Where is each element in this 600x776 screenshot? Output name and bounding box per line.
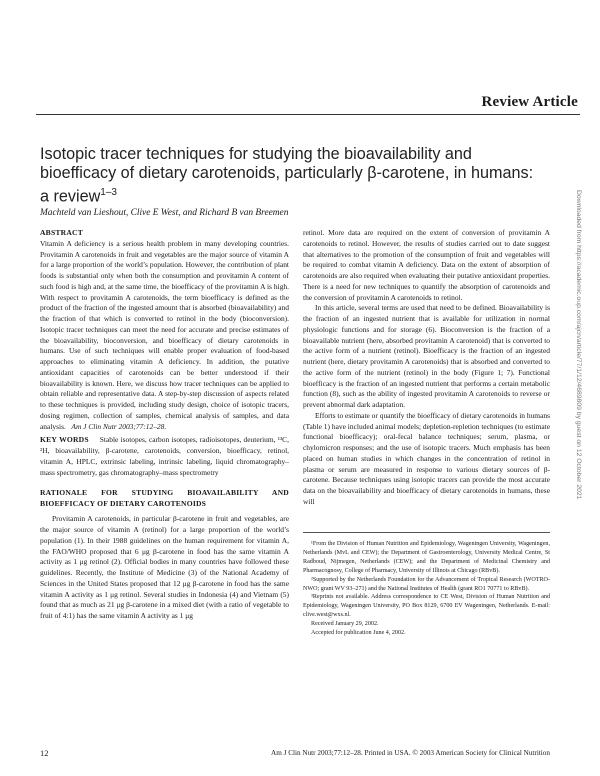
keywords-text: Stable isotopes, carbon isotopes, radioisotopes, deuterium, ¹³C, ²H, bioavailability, β-carotene, carotenoids, conversion, bioefficacy, retinol, vitamin A, HPLC, extrinsic labeling, intrinsic labeling, liquid chromatography–mass spectrometry, gas chromatography–mass spectrometry xyxy=(40,435,289,477)
abstract-heading: ABSTRACT xyxy=(40,228,83,237)
section-heading: RATIONALE FOR STUDYING BIOAVAILABILITY AND BIOEFFICACY OF DIETARY CAROTENOIDS xyxy=(40,488,289,508)
paragraph-1-continued: retinol. More data are required on the extent of conversion of provitamin A carotenoids to retinol. However, the results of studies carried out to date suggest that alternatives to the promotion of the consumption of fruit and vegetables will be required to combat vitamin A deficiency. Data on the extent of absorption of carotenoids are also required when evaluating their putative antioxidant properties. There is a need for new techniques to quantify the absorption of carotenoids and the conversion of provitamin A carotenoids to retinol. xyxy=(303,228,550,302)
footnote-rule xyxy=(303,532,550,533)
abstract-citation: Am J Clin Nutr 2003;77:12–28. xyxy=(71,421,167,431)
article-title xyxy=(40,145,540,206)
abstract xyxy=(40,228,289,432)
download-watermark: Downloaded from https://academic.oup.com/ajcn/article/77/1/12/4689809 by guest on 12 October 2021 xyxy=(575,190,582,500)
title-text: Isotopic tracer techniques for studying the bioavailability and bioefficacy of dietary carotenoids, particularly β-carotene, in humans: a review xyxy=(40,145,534,206)
section-label: Review Article xyxy=(481,94,578,110)
keywords-heading: KEY WORDS xyxy=(40,435,89,445)
page-number: 12 xyxy=(40,748,49,758)
author-list: Machteld van Lieshout, Clive E West, and Richard B van Breemen xyxy=(40,208,289,218)
paragraph-3: Efforts to estimate or quantify the bioefficacy of dietary carotenoids in humans (Table 1) have included animal models; depletion-repletion techniques (to estimate functional bioefficacy); oral-fecal balance techniques; serum, plasma, or chylomicron responses; and the use of isotopic tracers. Much emphasis has been placed on human studies in which changes in the concentration of retinol in plasma or serum are measured in response to various dietary sources of β-carotene. Because techniques using isotopic tracers can provide the most accurate data on the bioavailability and bioefficacy of dietary carotenoids in humans, these will xyxy=(303,410,550,506)
footnote-affiliations: ¹From the Division of Human Nutrition and Epidemiology, Wageningen University, Wageningen, Netherlands (MvL and CEW); the Department of Gastroenterology, University Medical Centre, St Radboud, Nijmegen, Netherlands (CEW); and the Department of Medicinal Chemistry and Pharmacognosy, College of Pharmacy, University of Illinois at Chicago (RBvB). xyxy=(303,541,550,574)
footnote-accepted: Accepted for publication June 4, 2002. xyxy=(311,630,406,637)
right-column xyxy=(303,228,550,508)
left-column xyxy=(40,228,289,622)
footnote-funding: ²Supported by the Netherlands Foundation for the Advancement of Tropical Research (WOTRO-NWO; grant WV 93–271) and the National Institutes of Health (grant RO1 70771 to RBvB). xyxy=(303,576,550,592)
header-rule xyxy=(36,114,580,115)
footnote-correspondence: ³Reprints not available. Address correspondence to CE West, Division of Human Nutrition and Epidemiology, Wageningen University, PO Box 8129, 6700 EV Wageningen, Netherlands. E-mail: clive.west@wxs.nl. xyxy=(303,594,550,619)
keywords xyxy=(40,435,289,478)
abstract-body: Vitamin A deficiency is a serious health problem in many developing countries. Provitamin A carotenoids in fruit and vegetables are the major source of vitamin A for a large proportion of the world’s population. However, the contribution of plant foods is substantial only when both the consumption and provitamin A content of such food is high and, at the same time, the bioefficacy of the provitamin A is high. With respect to provitamin A carotenoids, the term bioefficacy is defined as the product of the fraction of the ingested amount that is absorbed (bioavailability) and the fraction of that which is converted to retinol in the body (bioconversion). Isotopic tracer techniques can meet the need for accurate and precise estimates of the bioavailability, bioconversion, and bioefficacy of dietary carotenoids in humans. Use of such techniques will enable proper evaluation of food-based approaches to eliminating vitamin A deficiency. In addition, the putative antioxidant capacities of carotenoids can be better understood if their bioavailability is known. Here, we discuss how tracer techniques can be applied to obtain reliable and representative data. A step-by-step discussion of aspects related to these techniques is provided, including study design, choice of isotopic tracers, dosing regimen, collection of samples, chemical analysis of samples, and data analysis. xyxy=(40,238,289,431)
paragraph-2: In this article, several terms are used that need to be defined. Bioavailability is the fraction of an ingested nutrient that is available for utilization in normal physiologic functions and for storage (6). Bioconversion is the fraction of a bioavailable nutrient (here, absorbed provitamin A carotenoid) that is converted to the active form of a nutrient (retinol). Bioefficacy is the fraction of an ingested nutrient (here, dietary provitamin A carotenoids) that is absorbed and converted to the active form of the nutrient (retinol) in the body (Figure 1; 7). Functional bioefficacy is the fraction of an ingested nutrient that performs a certain metabolic function (8), such as the ability of ingested provitamin A carotenoids to reverse or prevent abnormal dark adaptation. xyxy=(303,303,550,409)
footnote-received: Received January 29, 2002. xyxy=(311,621,379,628)
paragraph-1: Provitamin A carotenoids, in particular β-carotene in fruit and vegetables, are the major source of vitamin A (retinol) for a large proportion of the world’s population (1). In their 1988 guidelines on the human requirement for vitamin A, the FAO/WHO proposed that 6 μg β-carotene in food has the same vitamin A activity as 1 μg retinol (2). Official bodies in many countries have followed these guidelines. Recently, the Institute of Medicine (3) of the National Academy of Sciences in the United States proposed that 12 μg β-carotene in food has the same vitamin A activity as 1 μg retinol. Several studies in Indonesia (4) and Vietnam (5) found that as much as 21 μg β-carotene in a mixed diet (with a ratio of vegetable to fruit of 4:1) has the same vitamin A activity as 1 μg xyxy=(40,514,289,620)
footnotes xyxy=(303,540,550,638)
running-footer: Am J Clin Nutr 2003;77:12–28. Printed in USA. © 2003 American Society for Clinical Nutrition xyxy=(271,749,550,757)
title-footnote-marks: 1–3 xyxy=(100,187,117,198)
